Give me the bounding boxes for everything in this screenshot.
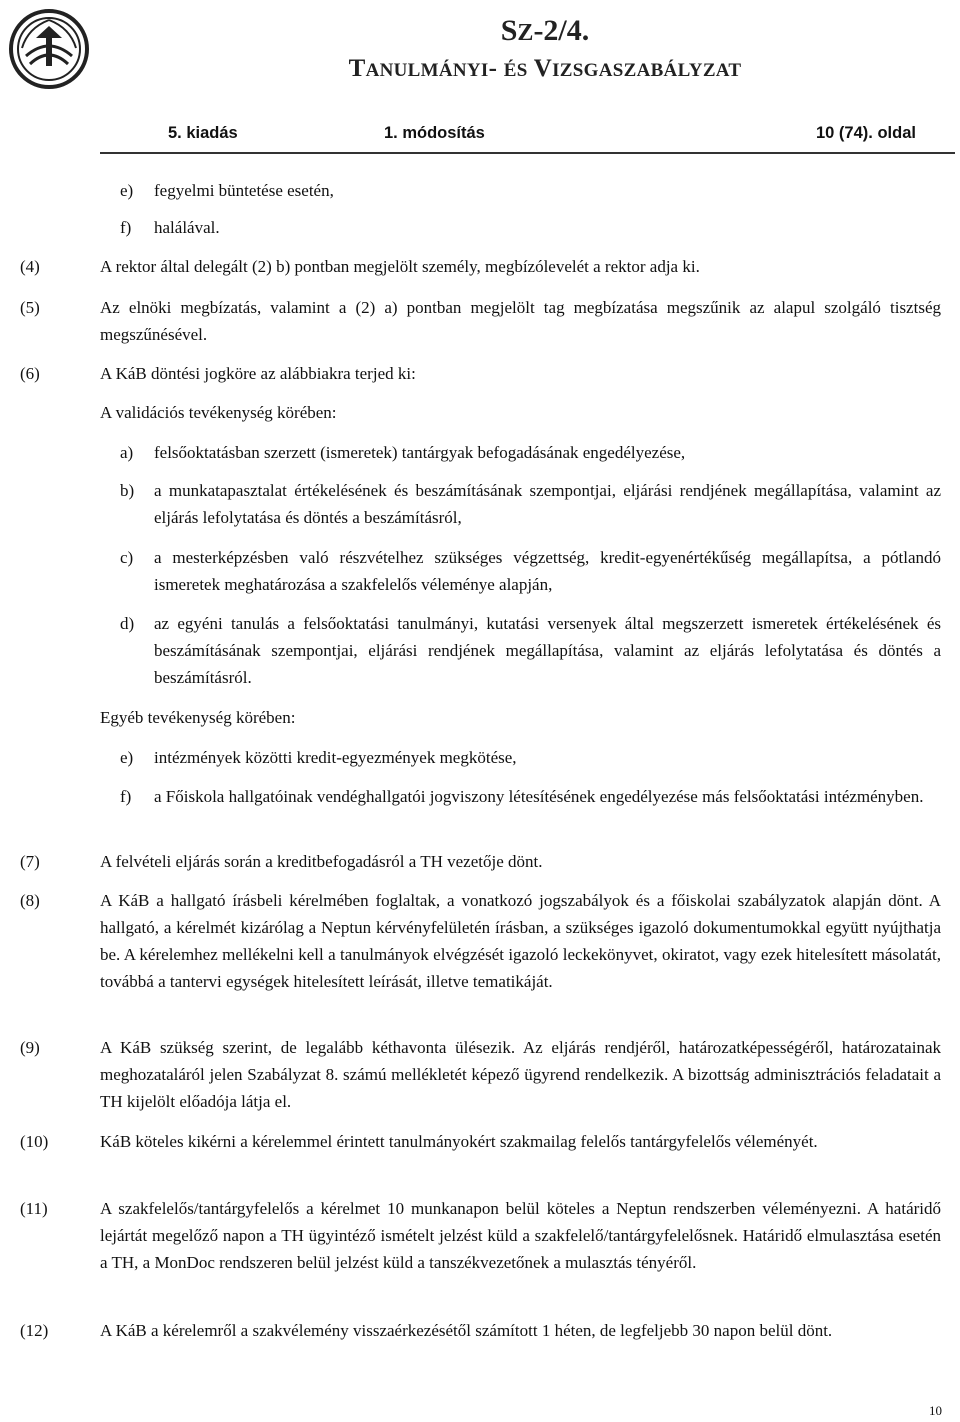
page-number: 10 <box>929 1403 942 1418</box>
header-info-bar <box>0 124 960 146</box>
page-reference: 10 (74). oldal <box>816 124 916 142</box>
institution-logo <box>8 8 90 90</box>
document-code: SZ-2/4. <box>500 14 590 47</box>
document-title: TANULMÁNYI- ÉS VIZSGASZABÁLYZAT <box>348 55 742 82</box>
edition: 5. kiadás <box>168 124 238 142</box>
header-rule <box>100 152 955 154</box>
amendment: 1. módosítás <box>384 124 485 142</box>
